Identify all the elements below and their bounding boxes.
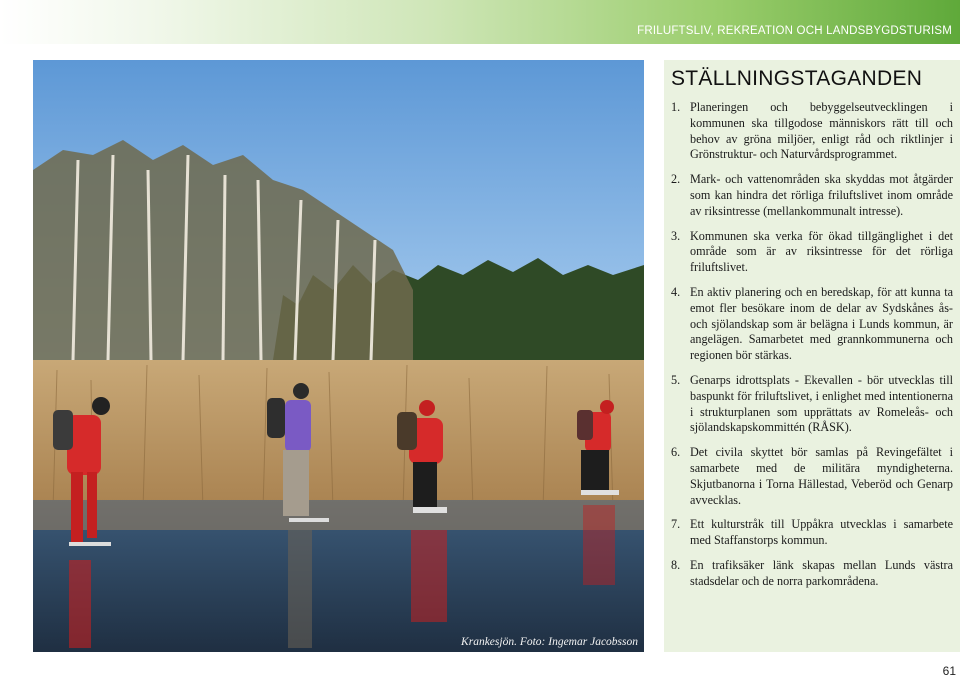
item-number: 4. <box>671 284 681 299</box>
positions-list <box>671 100 953 599</box>
item-number: 3. <box>671 228 681 243</box>
positions-panel <box>664 60 960 652</box>
item-number: 5. <box>671 372 681 387</box>
item-text: Kommunen ska verka för ökad tillgänglighet i det område som är av riksintresse för det rörliga friluftslivet. <box>690 228 953 275</box>
list-item <box>671 172 953 219</box>
page-number: 61 <box>942 664 956 678</box>
item-text: En trafiksäker länk skapas mellan Lunds västra stadsdelar och de norra parkområdena. <box>690 557 953 588</box>
panel-title: STÄLLNINGSTAGANDEN <box>671 67 923 90</box>
running-header: FRILUFTSLIV, REKREATION OCH LANDSBYGDSTURISM <box>637 25 952 37</box>
item-text: Genarps idrottsplats - Ekevallen - bör utvecklas till baspunkt för friluftslivet, i enlighet med intentionerna i strukturplanen som upprättats av Romeleås- och sjölandskapskommittén (RÅSK). <box>690 372 953 435</box>
reed-bed <box>33 360 644 510</box>
header-band <box>0 0 960 44</box>
reed-reflection <box>33 500 644 530</box>
list-item <box>671 445 953 508</box>
item-number: 1. <box>671 100 681 114</box>
list-item <box>671 229 953 276</box>
list-item <box>671 285 953 364</box>
item-number: 6. <box>671 445 681 460</box>
item-text: Planeringen och bebyggelseutvecklingen i kommunen ska tillgodose människors rätt till och behov av gröna miljöer, enligt råd och riktlinjer i Grönstruktur- och Naturvårdsprogrammet. <box>690 100 953 162</box>
list-item <box>671 100 953 163</box>
item-number: 7. <box>671 517 681 532</box>
list-item <box>671 517 953 549</box>
list-item <box>671 558 953 590</box>
list-item <box>671 373 953 436</box>
item-text: Ett kulturstråk till Uppåkra utvecklas i samarbete med Staffanstorps kommun. <box>690 517 953 548</box>
item-text: Det civila skyttet bör samlas på Revingefältet i samarbete med de militära myndigheterna. Skjutbanorna i Torna Hällestad, Veberöd och Genarp avvecklas. <box>690 445 953 507</box>
item-text: Mark- och vattenområden ska skyddas mot åtgärder som kan hindra det rörliga friluftslivet inom område av riksintresse (mellankommunalt intresse). <box>690 172 953 218</box>
item-text: En aktiv planering och en beredskap, för att kunna ta emot fler besökare inom de delar av Sydskånes ås- och sjölandskap som är belägna i Lunds kommun, är angelägen. Samarbetet med grannkommunerna och regionen bör stärkas. <box>690 284 953 363</box>
skating-photo <box>33 60 644 652</box>
photo-caption: Krankesjön. Foto: Ingemar Jacobsson <box>461 636 638 648</box>
item-number: 8. <box>671 557 681 572</box>
item-number: 2. <box>671 172 681 187</box>
